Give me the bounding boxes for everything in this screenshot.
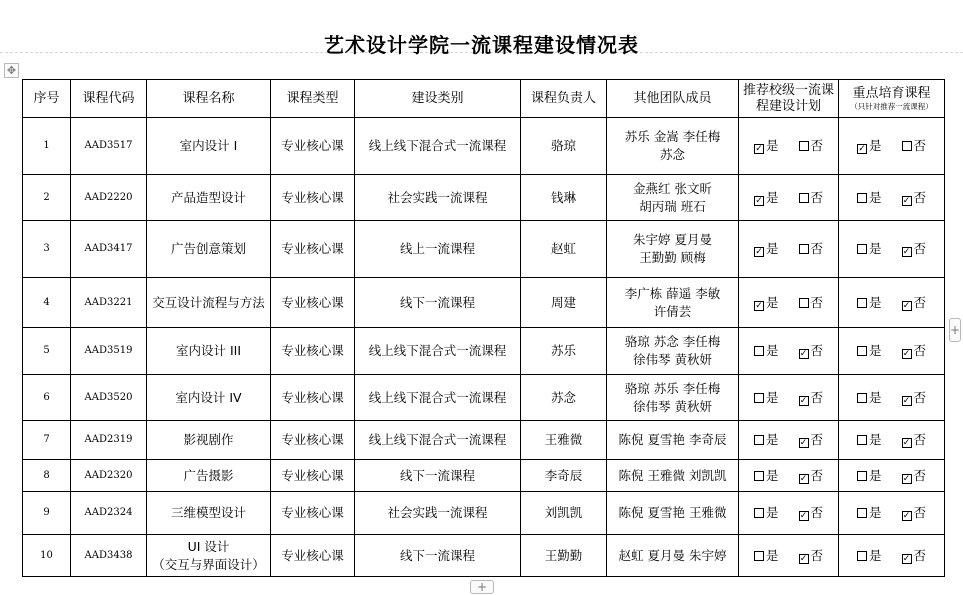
cell-type[interactable]: 专业核心课 xyxy=(271,421,355,460)
add-column-button[interactable]: + xyxy=(949,318,961,342)
members-line-1: 陈倪 王雅微 刘凯凯 xyxy=(618,467,727,483)
cell-members[interactable] xyxy=(607,535,739,577)
cell-focus xyxy=(839,421,945,460)
cell-type[interactable]: 专业核心课 xyxy=(271,375,355,421)
cell-focus xyxy=(839,118,945,175)
recommend-yes-option[interactable] xyxy=(754,547,779,565)
cell-focus xyxy=(839,460,945,492)
recommend-no-label: 否 xyxy=(810,389,824,405)
table-row xyxy=(23,492,945,535)
cell-seq[interactable]: 4 xyxy=(23,278,71,328)
recommend-no-checkbox-icon[interactable] xyxy=(799,193,809,203)
focus-yes-checkbox-icon[interactable] xyxy=(857,193,867,203)
focus-no-checkbox-icon[interactable]: ✓ xyxy=(902,511,911,521)
members-line-1: 朱宇婷 夏月曼 xyxy=(633,232,712,247)
cell-code[interactable]: AAD3417 xyxy=(71,221,147,278)
focus-yes-option[interactable] xyxy=(857,547,882,565)
cell-focus xyxy=(839,328,945,375)
recommend-yes-option[interactable] xyxy=(754,294,779,312)
members-line-2: 许倩芸 xyxy=(653,303,692,319)
cell-code[interactable]: AAD2220 xyxy=(71,175,147,221)
cell-category[interactable]: 社会实践一流课程 xyxy=(355,492,521,535)
members-line-2: 王勤勤 顾梅 xyxy=(639,250,706,265)
focus-no-option[interactable] xyxy=(902,342,927,360)
recommend-yes-checkbox-icon[interactable] xyxy=(754,393,764,403)
header-recommend[interactable]: 推荐校级一流课程建设计划 xyxy=(739,80,839,118)
add-row-button[interactable]: + xyxy=(470,580,494,594)
focus-no-option[interactable] xyxy=(902,547,927,565)
recommend-no-label: 否 xyxy=(810,138,824,153)
members-line-1: 陈倪 夏雪艳 王雅微 xyxy=(618,505,727,520)
members-line-1: 苏乐 金嵩 李任梅 xyxy=(624,129,721,144)
cell-focus xyxy=(839,535,945,577)
focus-yes-label: 是 xyxy=(868,467,882,483)
recommend-no-label: 否 xyxy=(810,547,824,563)
focus-no-label: 否 xyxy=(913,467,927,483)
focus-yes-label: 是 xyxy=(868,389,882,405)
cell-recommend xyxy=(739,421,839,460)
members-line-2: 苏念 xyxy=(659,147,685,162)
table-row xyxy=(23,118,945,175)
cell-code[interactable]: AAD3438 xyxy=(71,535,147,577)
course-name: 广告创意策划 xyxy=(170,241,246,256)
header-focus[interactable] xyxy=(839,80,945,118)
cell-members[interactable] xyxy=(607,221,739,278)
focus-yes-label: 是 xyxy=(868,343,882,358)
course-name: 产品造型设计 xyxy=(170,189,246,205)
cell-name[interactable] xyxy=(147,535,271,577)
cell-lead[interactable]: 李奇辰 xyxy=(521,460,607,492)
focus-no-checkbox-icon[interactable]: ✓ xyxy=(902,300,911,311)
members-line-1: 金燕红 张文昕 xyxy=(633,180,712,196)
header-seq[interactable]: 序号 xyxy=(23,80,71,118)
members-line-1: 赵虹 夏月曼 朱宇婷 xyxy=(618,547,727,563)
cell-type[interactable]: 专业核心课 xyxy=(271,278,355,328)
focus-yes-option[interactable] xyxy=(857,504,882,522)
focus-yes-label: 是 xyxy=(868,505,882,520)
recommend-no-checkbox-icon[interactable]: ✓ xyxy=(799,473,808,484)
recommend-yes-option[interactable] xyxy=(754,389,779,407)
members-line-1: 骆琼 苏念 李任梅 xyxy=(624,334,721,349)
focus-no-checkbox-icon[interactable] xyxy=(902,141,912,151)
focus-no-checkbox-icon[interactable]: ✓ xyxy=(902,395,911,406)
recommend-yes-checkbox-icon[interactable] xyxy=(754,346,764,356)
focus-yes-option[interactable] xyxy=(857,467,882,485)
focus-no-checkbox-icon[interactable]: ✓ xyxy=(902,247,911,257)
cell-lead[interactable]: 骆琼 xyxy=(521,118,607,175)
table-row xyxy=(23,375,945,421)
cell-lead[interactable]: 王勤勤 xyxy=(521,535,607,577)
cell-name[interactable] xyxy=(147,328,271,375)
cell-recommend xyxy=(739,175,839,221)
recommend-no-label: 否 xyxy=(810,294,824,310)
cell-members[interactable] xyxy=(607,278,739,328)
table-row xyxy=(23,535,945,577)
cell-seq[interactable]: 9 xyxy=(23,492,71,535)
cell-category[interactable]: 线上一流课程 xyxy=(355,221,521,278)
course-name: 影视剧作 xyxy=(183,432,234,447)
cell-seq[interactable]: 6 xyxy=(23,375,71,421)
header-lead[interactable]: 课程负责人 xyxy=(521,80,607,118)
focus-no-checkbox-icon[interactable]: ✓ xyxy=(902,553,911,564)
recommend-yes-option[interactable] xyxy=(754,342,779,360)
recommend-no-option[interactable] xyxy=(799,294,824,312)
cell-recommend xyxy=(739,221,839,278)
recommend-no-option[interactable] xyxy=(799,547,824,565)
cell-category[interactable]: 线上线下混合式一流课程 xyxy=(355,118,521,175)
cell-seq[interactable]: 1 xyxy=(23,118,71,175)
header-category[interactable]: 建设类别 xyxy=(355,80,521,118)
table-header-row xyxy=(23,80,945,118)
recommend-yes-checkbox-icon[interactable]: ✓ xyxy=(755,300,763,311)
cell-seq[interactable]: 8 xyxy=(23,460,71,492)
recommend-no-label: 否 xyxy=(810,241,824,256)
members-line-2: 胡丙瑞 班石 xyxy=(639,198,706,214)
recommend-yes-checkbox-icon[interactable] xyxy=(754,471,764,481)
cell-lead[interactable]: 苏乐 xyxy=(521,328,607,375)
focus-yes-checkbox-icon[interactable] xyxy=(857,298,867,308)
focus-yes-label: 是 xyxy=(868,432,882,447)
cell-type[interactable]: 专业核心课 xyxy=(271,492,355,535)
cell-type[interactable]: 专业核心课 xyxy=(271,535,355,577)
cell-lead[interactable]: 周建 xyxy=(521,278,607,328)
focus-yes-label: 是 xyxy=(868,547,882,563)
cell-category[interactable]: 线上线下混合式一流课程 xyxy=(355,421,521,460)
cell-lead[interactable]: 刘凯凯 xyxy=(521,492,607,535)
recommend-yes-checkbox-icon[interactable]: ✓ xyxy=(755,144,763,154)
recommend-no-checkbox-icon[interactable]: ✓ xyxy=(799,349,808,359)
cell-recommend xyxy=(739,492,839,535)
cell-recommend xyxy=(739,460,839,492)
recommend-no-option[interactable] xyxy=(799,189,824,207)
cell-name[interactable] xyxy=(147,492,271,535)
course-name-subtitle: （交互与界面设计） xyxy=(152,556,265,572)
focus-no-label: 否 xyxy=(913,138,927,153)
cell-seq[interactable]: 10 xyxy=(23,535,71,577)
cell-seq[interactable]: 5 xyxy=(23,328,71,375)
cell-focus xyxy=(839,221,945,278)
cell-name[interactable] xyxy=(147,175,271,221)
focus-yes-option[interactable] xyxy=(857,240,882,258)
cell-category[interactable]: 线下一流课程 xyxy=(355,535,521,577)
header-name[interactable]: 课程名称 xyxy=(147,80,271,118)
cell-seq[interactable]: 3 xyxy=(23,221,71,278)
focus-no-checkbox-icon[interactable]: ✓ xyxy=(902,195,911,206)
focus-no-checkbox-icon[interactable]: ✓ xyxy=(902,349,911,359)
focus-yes-label: 是 xyxy=(868,138,882,153)
focus-no-option[interactable] xyxy=(902,137,927,155)
focus-yes-option[interactable] xyxy=(857,431,882,449)
course-name: 交互设计流程与方法 xyxy=(152,294,265,310)
recommend-no-checkbox-icon[interactable]: ✓ xyxy=(799,553,808,564)
cell-recommend xyxy=(739,118,839,175)
focus-no-label: 否 xyxy=(913,343,927,358)
recommend-yes-label: 是 xyxy=(765,343,779,358)
cell-category[interactable]: 线下一流课程 xyxy=(355,278,521,328)
members-line-1: 李广栋 薛遥 李敏 xyxy=(624,285,721,301)
cell-name[interactable] xyxy=(147,221,271,278)
header-focus-note: （只针对推荐一流课程） xyxy=(850,101,933,111)
cell-lead[interactable]: 王雅微 xyxy=(521,421,607,460)
cell-members[interactable] xyxy=(607,375,739,421)
table-row xyxy=(23,421,945,460)
recommend-yes-checkbox-icon[interactable] xyxy=(754,551,764,561)
recommend-yes-label: 是 xyxy=(765,505,779,520)
focus-no-label: 否 xyxy=(913,241,927,256)
focus-yes-label: 是 xyxy=(868,189,882,205)
focus-yes-checkbox-icon[interactable] xyxy=(857,508,867,518)
cell-recommend xyxy=(739,278,839,328)
cell-code[interactable]: AAD2319 xyxy=(71,421,147,460)
focus-no-option[interactable] xyxy=(902,389,927,407)
cell-seq[interactable]: 7 xyxy=(23,421,71,460)
cell-members[interactable] xyxy=(607,460,739,492)
focus-no-label: 否 xyxy=(913,389,927,405)
header-type[interactable]: 课程类型 xyxy=(271,80,355,118)
table-row xyxy=(23,460,945,492)
recommend-yes-option[interactable] xyxy=(754,467,779,485)
focus-yes-label: 是 xyxy=(868,241,882,256)
course-table xyxy=(22,79,945,577)
table-row xyxy=(23,328,945,375)
recommend-no-option[interactable] xyxy=(799,240,824,258)
course-name: UI 设计 xyxy=(187,538,230,554)
recommend-no-label: 否 xyxy=(810,189,824,205)
course-name: 三维模型设计 xyxy=(170,505,246,520)
focus-yes-checkbox-icon[interactable] xyxy=(857,551,867,561)
cell-members[interactable] xyxy=(607,328,739,375)
cell-category[interactable]: 线下一流课程 xyxy=(355,460,521,492)
recommend-no-label: 否 xyxy=(810,343,824,358)
focus-no-option[interactable] xyxy=(902,431,927,449)
members-line-2: 徐伟琴 黄秋妍 xyxy=(633,352,712,367)
recommend-yes-option[interactable] xyxy=(754,504,779,522)
recommend-no-option[interactable] xyxy=(799,137,824,155)
document-title: 艺术设计学院一流课程建设情况表 xyxy=(324,33,639,57)
recommend-yes-label: 是 xyxy=(765,547,779,563)
header-focus-label: 重点培育课程 xyxy=(852,85,931,101)
focus-yes-checkbox-icon[interactable] xyxy=(857,244,867,254)
cell-category[interactable]: 线上线下混合式一流课程 xyxy=(355,375,521,421)
recommend-no-label: 否 xyxy=(810,467,824,483)
recommend-yes-label: 是 xyxy=(765,294,779,310)
cell-focus xyxy=(839,278,945,328)
cell-focus xyxy=(839,492,945,535)
focus-no-label: 否 xyxy=(913,294,927,310)
table-row xyxy=(23,278,945,328)
cell-members[interactable] xyxy=(607,175,739,221)
cell-code[interactable]: AAD2324 xyxy=(71,492,147,535)
recommend-yes-label: 是 xyxy=(765,389,779,405)
recommend-no-checkbox-icon[interactable] xyxy=(799,298,809,308)
cell-type[interactable]: 专业核心课 xyxy=(271,175,355,221)
members-line-1: 陈倪 夏雪艳 李奇辰 xyxy=(618,432,727,447)
cell-code[interactable]: AAD3221 xyxy=(71,278,147,328)
focus-no-checkbox-icon[interactable]: ✓ xyxy=(902,438,911,448)
cell-category[interactable]: 社会实践一流课程 xyxy=(355,175,521,221)
focus-yes-checkbox-icon[interactable]: ✓ xyxy=(858,144,866,154)
header-members[interactable]: 其他团队成员 xyxy=(607,80,739,118)
focus-yes-label: 是 xyxy=(868,294,882,310)
focus-no-option[interactable] xyxy=(902,294,927,312)
members-line-2: 徐伟琴 黄秋妍 xyxy=(633,398,712,414)
focus-yes-option[interactable] xyxy=(857,294,882,312)
cell-name[interactable] xyxy=(147,118,271,175)
cell-type[interactable]: 专业核心课 xyxy=(271,118,355,175)
cell-recommend xyxy=(739,535,839,577)
recommend-no-label: 否 xyxy=(810,432,824,447)
recommend-no-option[interactable] xyxy=(799,467,824,485)
focus-no-label: 否 xyxy=(913,189,927,205)
recommend-no-option[interactable] xyxy=(799,342,824,360)
recommend-no-checkbox-icon[interactable] xyxy=(799,141,809,151)
recommend-yes-label: 是 xyxy=(765,467,779,483)
cell-code[interactable]: AAD3519 xyxy=(71,328,147,375)
cell-lead[interactable]: 钱琳 xyxy=(521,175,607,221)
cell-members[interactable] xyxy=(607,118,739,175)
cell-recommend xyxy=(739,328,839,375)
table-move-handle-icon[interactable]: ✥ xyxy=(4,63,19,78)
recommend-no-checkbox-icon[interactable]: ✓ xyxy=(799,395,808,406)
cell-code[interactable]: AAD3517 xyxy=(71,118,147,175)
focus-yes-checkbox-icon[interactable] xyxy=(857,435,867,445)
recommend-yes-label: 是 xyxy=(765,432,779,447)
members-line-1: 骆琼 苏乐 李任梅 xyxy=(624,380,721,396)
cell-lead[interactable]: 赵虹 xyxy=(521,221,607,278)
cell-name[interactable] xyxy=(147,421,271,460)
cell-type[interactable]: 专业核心课 xyxy=(271,460,355,492)
focus-yes-checkbox-icon[interactable] xyxy=(857,393,867,403)
cell-members[interactable] xyxy=(607,421,739,460)
cell-category[interactable]: 线上线下混合式一流课程 xyxy=(355,328,521,375)
course-name: 室内设计 III xyxy=(175,343,242,358)
recommend-no-option[interactable] xyxy=(799,504,824,522)
cell-members[interactable] xyxy=(607,492,739,535)
recommend-no-checkbox-icon[interactable]: ✓ xyxy=(799,438,808,448)
focus-no-checkbox-icon[interactable]: ✓ xyxy=(902,473,911,484)
recommend-no-label: 否 xyxy=(810,505,824,520)
focus-yes-checkbox-icon[interactable] xyxy=(857,346,867,356)
header-code[interactable]: 课程代码 xyxy=(71,80,147,118)
recommend-no-checkbox-icon[interactable]: ✓ xyxy=(799,511,808,521)
cell-code[interactable]: AAD2320 xyxy=(71,460,147,492)
focus-yes-option[interactable] xyxy=(857,189,882,207)
cell-code[interactable]: AAD3520 xyxy=(71,375,147,421)
cell-type[interactable]: 专业核心课 xyxy=(271,221,355,278)
recommend-yes-option[interactable] xyxy=(754,431,779,449)
focus-yes-option[interactable] xyxy=(857,342,882,360)
focus-no-option[interactable] xyxy=(902,504,927,522)
focus-yes-option[interactable] xyxy=(857,137,882,155)
cell-focus xyxy=(839,175,945,221)
cell-type[interactable]: 专业核心课 xyxy=(271,328,355,375)
focus-no-option[interactable] xyxy=(902,189,927,207)
recommend-yes-option[interactable] xyxy=(754,240,779,258)
recommend-yes-label: 是 xyxy=(765,138,779,153)
recommend-yes-option[interactable] xyxy=(754,137,779,155)
cell-lead[interactable]: 苏念 xyxy=(521,375,607,421)
focus-no-option[interactable] xyxy=(902,467,927,485)
focus-yes-checkbox-icon[interactable] xyxy=(857,471,867,481)
table-row xyxy=(23,175,945,221)
cell-recommend xyxy=(739,375,839,421)
focus-no-label: 否 xyxy=(913,547,927,563)
cell-seq[interactable]: 2 xyxy=(23,175,71,221)
recommend-yes-option[interactable] xyxy=(754,189,779,207)
recommend-yes-checkbox-icon[interactable]: ✓ xyxy=(755,195,763,206)
focus-no-label: 否 xyxy=(913,432,927,447)
focus-no-option[interactable] xyxy=(902,240,927,258)
cell-name[interactable] xyxy=(147,278,271,328)
recommend-yes-checkbox-icon[interactable] xyxy=(754,508,764,518)
recommend-yes-label: 是 xyxy=(765,189,779,205)
recommend-yes-checkbox-icon[interactable]: ✓ xyxy=(755,247,763,257)
course-name: 室内设计 I xyxy=(179,138,238,153)
recommend-no-option[interactable] xyxy=(799,431,824,449)
recommend-no-checkbox-icon[interactable] xyxy=(799,244,809,254)
recommend-yes-label: 是 xyxy=(765,241,779,256)
course-name: 广告摄影 xyxy=(183,467,234,483)
cell-focus xyxy=(839,375,945,421)
focus-yes-option[interactable] xyxy=(857,389,882,407)
table-row xyxy=(23,221,945,278)
cell-name[interactable] xyxy=(147,375,271,421)
course-name: 室内设计 IV xyxy=(175,389,242,405)
focus-no-label: 否 xyxy=(913,505,927,520)
recommend-yes-checkbox-icon[interactable] xyxy=(754,435,764,445)
cell-name[interactable] xyxy=(147,460,271,492)
recommend-no-option[interactable] xyxy=(799,389,824,407)
